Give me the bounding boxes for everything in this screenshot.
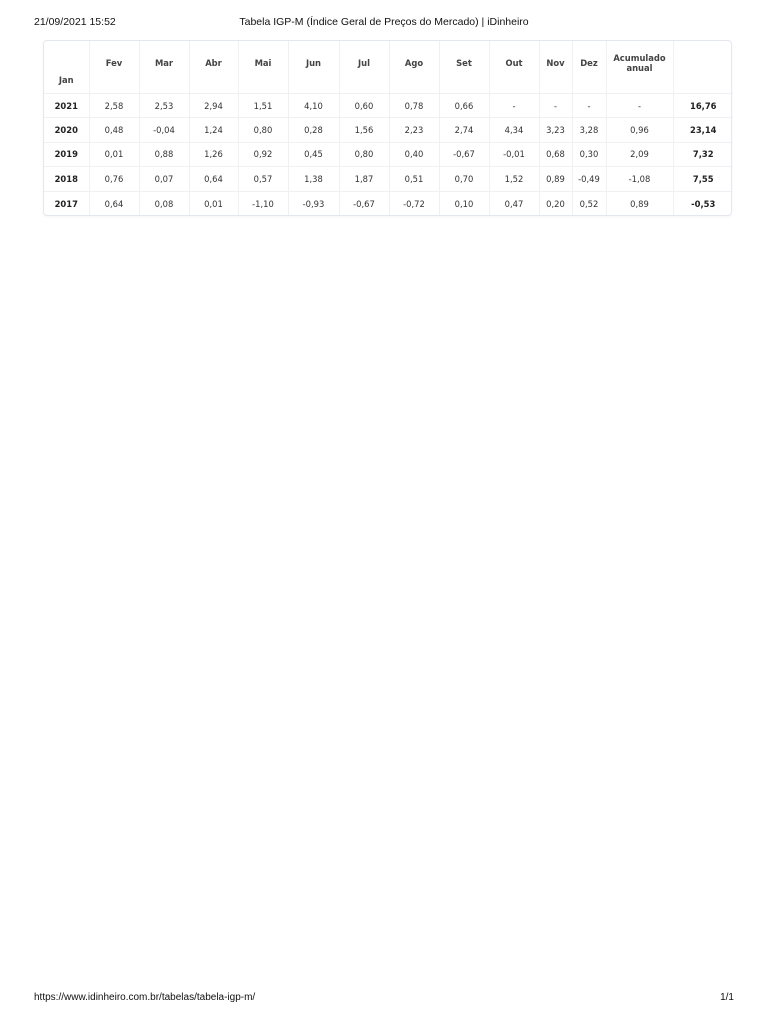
year-cell: 2019	[44, 142, 89, 166]
value-cell: 0,07	[139, 167, 189, 191]
value-cell: 1,51	[238, 94, 288, 118]
year-cell: 2021	[44, 94, 89, 118]
igpm-table-card	[43, 40, 732, 216]
value-cell: 0,30	[572, 142, 606, 166]
value-cell: -	[489, 94, 539, 118]
table-header	[44, 41, 733, 94]
column-header: Jun	[288, 41, 339, 94]
column-header: Acumulado anual	[606, 41, 673, 94]
value-cell: -	[606, 94, 673, 118]
value-cell: 0,47	[489, 191, 539, 215]
value-cell: 0,64	[89, 191, 139, 215]
value-cell: 3,28	[572, 118, 606, 142]
print-header	[34, 16, 734, 32]
value-cell: 1,24	[189, 118, 238, 142]
column-header	[673, 41, 733, 94]
value-cell: 1,38	[288, 167, 339, 191]
column-header: Mai	[238, 41, 288, 94]
value-cell: -0,67	[439, 142, 489, 166]
value-cell: 0,89	[539, 167, 572, 191]
value-cell: -0,67	[339, 191, 389, 215]
total-cell: 23,14	[690, 125, 717, 136]
value-cell: 0,96	[606, 118, 673, 142]
value-cell: 0,52	[572, 191, 606, 215]
value-cell: 0,01	[89, 142, 139, 166]
value-cell: -0,01	[489, 142, 539, 166]
value-cell: 0,45	[288, 142, 339, 166]
value-cell: 0,88	[139, 142, 189, 166]
table-row	[44, 167, 733, 191]
value-cell: -0,49	[572, 167, 606, 191]
column-header: Jan	[44, 41, 89, 94]
value-cell: 2,94	[189, 94, 238, 118]
value-cell: 0,40	[389, 142, 439, 166]
table-row	[44, 191, 733, 215]
column-header: Abr	[189, 41, 238, 94]
value-cell: 0,78	[389, 94, 439, 118]
value-cell: 0,10	[439, 191, 489, 215]
value-cell: 0,57	[238, 167, 288, 191]
print-footer	[34, 992, 734, 1006]
value-cell: 1,56	[339, 118, 389, 142]
print-datetime: 21/09/2021 15:52	[34, 16, 116, 28]
column-header: Jul	[339, 41, 389, 94]
value-cell: 0,08	[139, 191, 189, 215]
column-header: Set	[439, 41, 489, 94]
total-cell: 7,32	[692, 149, 714, 160]
value-cell: -0,04	[139, 118, 189, 142]
value-cell: 0,76	[89, 167, 139, 191]
value-cell: 0,80	[238, 118, 288, 142]
column-header: Dez	[572, 41, 606, 94]
column-header: Ago	[389, 41, 439, 94]
value-cell: 0,20	[539, 191, 572, 215]
value-cell: 2,23	[389, 118, 439, 142]
table-row	[44, 94, 733, 118]
page-number: 1/1	[720, 992, 734, 1003]
column-header: Nov	[539, 41, 572, 94]
value-cell: 1,26	[189, 142, 238, 166]
value-cell: 0,48	[89, 118, 139, 142]
value-cell: -0,72	[389, 191, 439, 215]
value-cell: 0,80	[339, 142, 389, 166]
value-cell: 1,87	[339, 167, 389, 191]
value-cell: 0,70	[439, 167, 489, 191]
value-cell: 0,60	[339, 94, 389, 118]
total-cell: 7,55	[692, 173, 714, 184]
value-cell: 2,58	[89, 94, 139, 118]
table-row	[44, 142, 733, 166]
column-header: Fev	[89, 41, 139, 94]
value-cell: -0,93	[288, 191, 339, 215]
value-cell: 1,52	[489, 167, 539, 191]
value-cell: 2,74	[439, 118, 489, 142]
year-cell: 2017	[44, 191, 89, 215]
column-header: Mar	[139, 41, 189, 94]
igpm-table	[44, 41, 733, 215]
value-cell: -1,08	[606, 167, 673, 191]
value-cell: -1,10	[238, 191, 288, 215]
year-cell: 2018	[44, 167, 89, 191]
value-cell: 0,92	[238, 142, 288, 166]
column-header: Out	[489, 41, 539, 94]
value-cell: 0,51	[389, 167, 439, 191]
value-cell: 0,64	[189, 167, 238, 191]
value-cell: 0,68	[539, 142, 572, 166]
value-cell: 0,66	[439, 94, 489, 118]
value-cell: 4,10	[288, 94, 339, 118]
value-cell: 0,01	[189, 191, 238, 215]
table-row	[44, 118, 733, 142]
total-cell: 16,76	[690, 100, 717, 111]
value-cell: 2,53	[139, 94, 189, 118]
page-title: Tabela IGP-M (Índice Geral de Preços do Mercado) | iDinheiro	[239, 16, 529, 28]
page-url: https://www.idinheiro.com.br/tabelas/tabela-igp-m/	[34, 992, 256, 1003]
value-cell: -	[572, 94, 606, 118]
table-body	[44, 94, 733, 216]
value-cell: 0,89	[606, 191, 673, 215]
year-cell: 2020	[44, 118, 89, 142]
value-cell: -	[539, 94, 572, 118]
value-cell: 0,28	[288, 118, 339, 142]
total-cell: -0,53	[691, 198, 716, 209]
header-row	[44, 41, 733, 94]
value-cell: 3,23	[539, 118, 572, 142]
value-cell: 2,09	[606, 142, 673, 166]
value-cell: 4,34	[489, 118, 539, 142]
